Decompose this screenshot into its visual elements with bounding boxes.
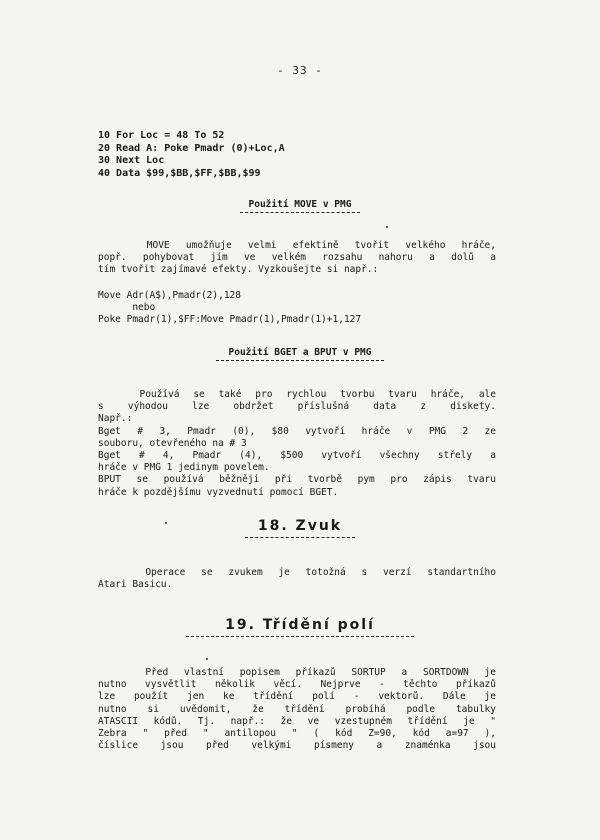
paragraph-move [98,240,496,277]
text-line: Poke Pmadr(1),$FF:Move Pmadr(1),Pmadr(1)+1,127 [98,314,362,326]
heading-move-text: Použití MOVE v PMG [248,199,352,210]
text-line: Před vlastní popisem příkazů SORTUP a SORTDOWN je [98,667,496,678]
text-line: Zebra " před " antilopou " ( kód Z=90, kód a=97 ), [98,728,496,740]
move-examples [98,290,518,327]
text-line: souboru, otevřeného na # 3 [98,437,247,449]
text-line: popř. pohybovat jím ve velkém rozsahu nahoru a dolů a [98,252,496,264]
paragraph-zvuk [98,567,496,591]
text-line: nutno si uvědomit, že třídění probíhá podle tabulky [98,703,496,715]
text-line: lze použít jen ke třídění polí - vektorů. Dále je [98,691,496,703]
text-line: hráče v PMG 1 jedinym povelem. [98,462,270,474]
heading-trideni [0,617,600,637]
text-line: BPUT se používá běžněji při tvorbě pym pro zápis tvaru [98,474,496,486]
text-line: Move Adr(A$),Pmadr(2),128 [98,290,241,301]
code-line: 10 For Loc = 48 To 52 [98,130,225,141]
text-line: Atari Basicu. [98,579,173,591]
heading-zvuk [0,518,600,538]
heading-trideni-underline [186,634,414,637]
heading-trideni-text: 19. Třídění polí [225,617,375,633]
heading-move-underline [240,210,360,213]
text-line: Bget # 4, Pmadr (4), $500 vytvoří všechny střely a [98,450,496,462]
paragraph-bget [98,389,496,499]
heading-bget-text: Použití BGET a BPUT v PMG [228,347,372,358]
text-line: MOVE umožňuje velmi efektině tvořit velkého hráče, [98,240,496,251]
heading-zvuk-underline [245,535,355,538]
basic-code-listing [98,130,285,180]
text-line: nutno vysvětlit několik věcí. Nejprve - těchto příkazů [98,679,496,691]
speck [206,658,208,660]
heading-move [0,199,600,213]
text-line: číslice jsou před velkými písmeny a znaménka jsou [98,740,496,752]
text-line: hráče k pozdějšímu vyzvednutí pomocí BGET. [98,486,339,498]
text-line: nebo [98,302,156,314]
heading-bget-underline [216,358,384,361]
code-line: 20 Read A: Poke Pmadr (0)+Loc,A [98,142,285,154]
code-line: 40 Data $99,$BB,$FF,$BB,$99 [98,167,261,179]
text-line: s výhodou lze obdržet příslušná data z diskety. [98,401,496,413]
text-line: Operace se zvukem je totožná s verzí standartního [98,567,496,578]
page-number: - 33 - [277,64,323,77]
text-line: Např.: [98,413,133,425]
heading-zvuk-text: 18. Zvuk [257,518,343,534]
text-line: tím tvořit zajímavé efekty. Vyzkoušejte si např.: [98,264,379,276]
text-line: Bget # 3, Pmadr (0), $80 vytvoří hráče v PMG 2 ze [98,425,496,437]
heading-bget [0,347,600,361]
speck [386,226,388,228]
text-line: Používá se také pro rychlou tvorbu tvaru hráče, ale [98,389,496,400]
code-line: 30 Next Loc [98,155,165,167]
text-line: ATASCII kódů. Tj. např.: že ve vzestupném třídění je " [98,715,496,727]
paragraph-trideni [98,667,496,752]
